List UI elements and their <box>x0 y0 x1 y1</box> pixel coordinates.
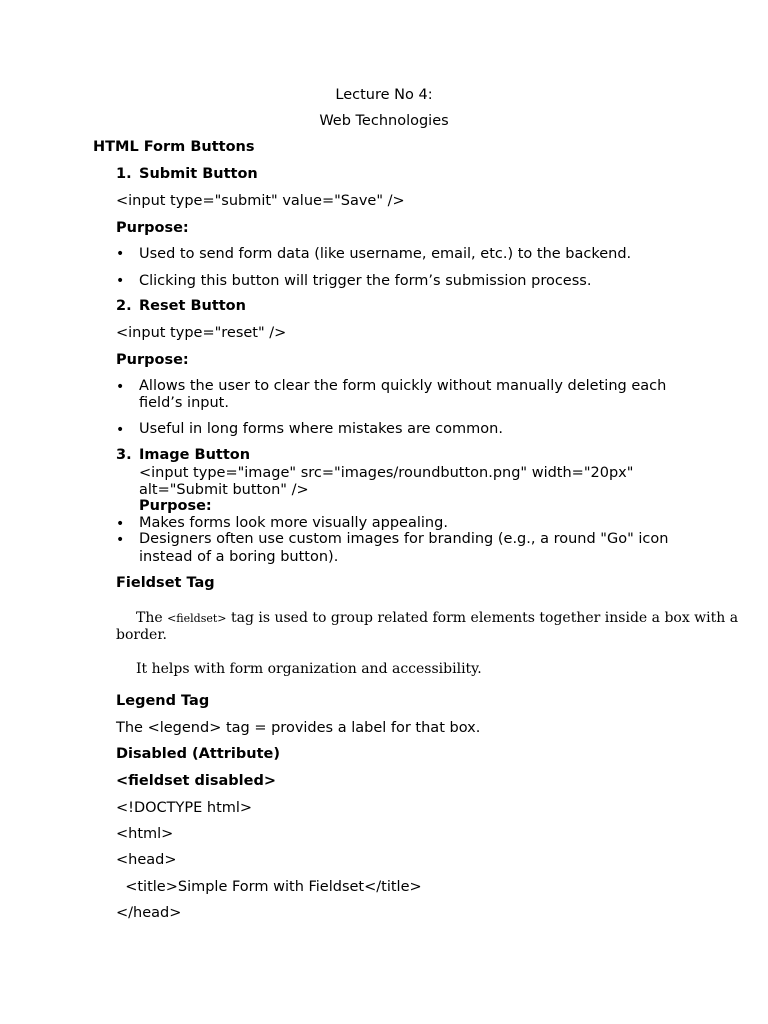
list-item: Designers often use custom images for branding (e.g., a round "Go" icon <box>139 531 669 547</box>
image-code: <input type="image" src="images/roundbutton.png" width="20px" <box>139 465 634 481</box>
fieldset-paragraph <box>136 610 738 627</box>
fieldset-heading: Fieldset Tag <box>116 575 215 591</box>
list-item-continuation: field’s input. <box>139 395 229 411</box>
image-code-continuation: alt="Submit button" /> <box>139 482 309 498</box>
course-title: Web Technologies <box>319 113 449 129</box>
bullet-marker: • <box>116 422 125 438</box>
list-number: 2. <box>116 298 132 314</box>
list-item: Used to send form data (like username, email, etc.) to the backend. <box>139 246 632 262</box>
purpose-label: Purpose: <box>116 220 189 236</box>
submit-code: <input type="submit" value="Save" /> <box>116 193 405 209</box>
list-item: Useful in long forms where mistakes are common. <box>139 421 503 437</box>
fieldset-paragraph-continuation: border. <box>116 627 167 643</box>
list-number: 1. <box>116 166 132 182</box>
fieldset-inline-tag: <fieldset> <box>167 612 227 625</box>
bullet-marker: • <box>116 379 125 395</box>
submit-button-heading: Submit Button <box>139 166 258 182</box>
list-item: Allows the user to clear the form quickly without manually deleting each <box>139 378 667 394</box>
legend-heading: Legend Tag <box>116 693 210 709</box>
reset-code: <input type="reset" /> <box>116 325 287 341</box>
disabled-code: <fieldset disabled> <box>116 773 277 789</box>
reset-button-heading: Reset Button <box>139 298 246 314</box>
list-item: Makes forms look more visually appealing. <box>139 515 448 531</box>
purpose-label: Purpose: <box>139 498 212 514</box>
image-button-heading: Image Button <box>139 447 251 463</box>
bullet-marker: • <box>116 532 125 548</box>
code-line: <head> <box>116 852 177 868</box>
fieldset-paragraph-start: The <box>136 610 168 626</box>
fieldset-paragraph-rest: tag is used to group related form elements together inside a box with a <box>226 610 739 626</box>
bullet-marker: • <box>116 273 125 289</box>
fieldset-paragraph-2: It helps with form organization and accessibility. <box>136 661 482 677</box>
legend-text: The <legend> tag = provides a label for that box. <box>116 720 481 736</box>
list-item-continuation: instead of a boring button). <box>139 549 339 565</box>
purpose-label: Purpose: <box>116 352 189 368</box>
section-title: HTML Form Buttons <box>93 139 255 155</box>
code-line: <title>Simple Form with Fieldset</title> <box>116 879 422 895</box>
bullet-marker: • <box>116 516 125 532</box>
list-number: 3. <box>116 447 132 463</box>
code-line: <!DOCTYPE html> <box>116 800 253 816</box>
disabled-heading: Disabled (Attribute) <box>116 746 280 762</box>
bullet-marker: • <box>116 246 125 262</box>
list-item: Clicking this button will trigger the form’s submission process. <box>139 273 592 289</box>
lecture-number: Lecture No 4: <box>335 87 433 103</box>
code-line: <html> <box>116 826 174 842</box>
code-line: </head> <box>116 905 182 921</box>
